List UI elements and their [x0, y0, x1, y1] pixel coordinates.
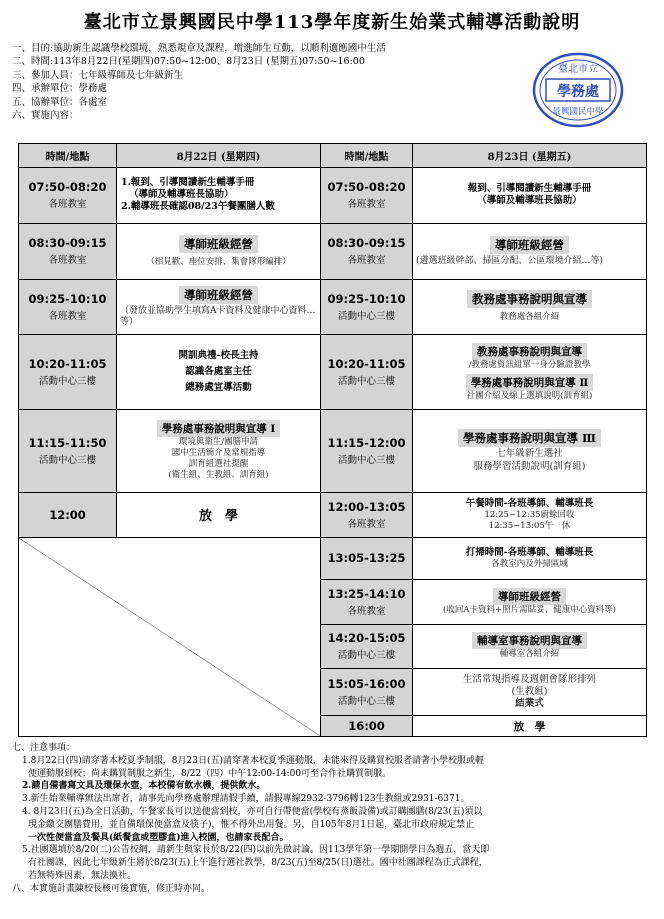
d2-r3-detail: 教務處各組介紹 [499, 312, 560, 323]
d2-r8-place: 各班教室 [347, 605, 386, 617]
note-1b: 便運動服到校；尚未購買制服之新生，8/22（四）中午12:00-14:00可至合作社購買制服。 [28, 768, 392, 779]
d1-r2-title: 導師班級經營 [179, 235, 258, 253]
d1-r5-title: 學務處事務說明與宣導 Ⅰ [157, 420, 281, 437]
d2-r5-activity [413, 409, 647, 492]
d1-r6-time: 12:00 [49, 507, 86, 522]
header-day-1: 8月22日 (星期四) [117, 144, 321, 168]
notes-section [12, 742, 652, 896]
d2-r6-line-b: 12:25~12:35廚餘回收 [484, 509, 575, 520]
d1-r4-place: 活動中心三樓 [38, 376, 96, 388]
d1-r2-detail: （相見歡、座位安排、集會隊形編排） [146, 256, 291, 267]
d1-r5-line-d: 訓育組選社提醒 [188, 459, 249, 470]
d1-r1-activity [117, 167, 321, 223]
d2-r3-time-cell [321, 279, 413, 335]
d1-r3-activity [117, 279, 321, 335]
d2-r7-time: 13:05-13:25 [327, 551, 406, 566]
d2-r4-title-b: 學務處事務說明與宣導 Ⅱ [466, 374, 594, 391]
d2-r1-time-cell [321, 167, 413, 223]
d2-r7-activity [413, 538, 647, 579]
note-4b: 現金繳交團膳費用，並自備環保便當盒及筷子)，惟不得外出用餐。另，自105年8月1日起，臺北市政府規定禁止 [28, 819, 475, 830]
note-5c: 若無特殊因素，無法換社。 [28, 870, 137, 881]
d2-r1-line-b: （導師及輔導班長協助） [477, 195, 582, 207]
d2-r8-time-cell [321, 579, 413, 625]
d1-r5-time: 11:15-11:50 [28, 435, 107, 450]
diagonal-line [19, 538, 320, 736]
d2-r2-time: 08:30-09:15 [327, 236, 406, 251]
d1-r4-time-cell [19, 335, 117, 410]
d2-r2-place: 各班教室 [347, 255, 386, 267]
info-purpose: 一、目的:協助新生認識學校環境，熟悉規章及課程，增進師生互動，以順利適應國中生活 [12, 43, 386, 54]
d1-r5-line-e: (衛生組、生教組、訓育組) [168, 470, 269, 481]
d2-r8-activity [413, 579, 647, 625]
d1-r5-activity [117, 409, 321, 492]
d1-r5-line-c: 國中生活簡介及常規指導 [171, 448, 266, 459]
seal-top-text: 臺北市立 [558, 64, 598, 75]
d2-r4-detail-b: 社團介紹及線上選填說明(訓育組) [466, 390, 593, 401]
header-time-1: 時間/地點 [19, 144, 117, 168]
d2-r11-time: 16:00 [348, 719, 385, 734]
d1-r3-place: 各班教室 [48, 310, 87, 322]
d2-r5-time: 11:15-12:00 [327, 435, 406, 450]
d2-r1-time: 07:50-08:20 [327, 180, 406, 195]
note-5a: 5.社團選填於8/20(二)公告校網，請新生與家長於8/22(四)以前先做討論。因113學年第一學期開學日為週五，當天即 [22, 845, 490, 856]
d1-r1-line-b: （導師及輔導班長協助） [129, 189, 234, 201]
header-time-2: 時間/地點 [321, 144, 413, 168]
d1-r1-line-a: 1.報到、引導閱讀新生輔導手冊 [121, 177, 255, 189]
d1-r3-time-cell [19, 279, 117, 335]
d2-r3-activity [413, 279, 647, 335]
plan-info [12, 42, 532, 122]
d2-r7-line-a: 打掃時間-各班導師、輔導班長 [465, 546, 594, 558]
d2-r4-place: 活動中心三樓 [337, 376, 395, 388]
d1-r2-place: 各班教室 [48, 255, 87, 267]
seal-middle-text: 學務處 [557, 84, 599, 100]
info-co-organizer: 五、協辦單位：各處室 [12, 96, 108, 108]
d1-r1-line-c: 2.輔導班長確認08/23午餐團膳人數 [121, 201, 275, 213]
schedule-table [18, 143, 646, 737]
header-day-2: 8月23日 (星期五) [413, 144, 647, 168]
d2-r10-activity [413, 668, 647, 716]
d2-r2-activity [413, 223, 647, 279]
d2-r4-activity [413, 335, 647, 410]
d2-r10-place: 活動中心三樓 [337, 695, 395, 707]
d1-r5-time-cell [19, 409, 117, 492]
d2-r9-title: 輔導室事務說明與宣導 [472, 632, 587, 649]
d1-r2-activity [117, 223, 321, 279]
d2-r3-title: 教務處事務說明與宣導 [467, 290, 592, 308]
d2-r9-place: 活動中心三樓 [337, 650, 395, 662]
d1-r3-time: 09:25-10:10 [28, 291, 107, 306]
d2-r6-line-c: 12:35~13:05午 休 [488, 520, 571, 531]
d2-r2-detail: (遴選班級幹部、掃區分配、公區環境介紹…等) [416, 255, 604, 266]
d2-r4-title-a: 教務處事務說明與宣導 [472, 343, 587, 360]
d2-r6-time: 12:00-13:05 [327, 499, 406, 514]
d2-r7-line-b: 各教室內及外掃區域 [491, 558, 568, 569]
note-2: 2.請自備書寫文具及環保水壺，本校備有飲水機，提供飲水。 [22, 781, 266, 792]
note-1a: 1.8月22日(四)請穿著本校夏季制服，8月23日(五)請穿著本校夏季運動服，未能來得及購買校服者請著小學校服或輕 [22, 755, 484, 766]
d2-r11-activity: 放 學 [413, 716, 647, 737]
d1-r4-time: 10:20-11:05 [28, 357, 107, 372]
info-participants: 三、參加人員：七年級導師及七年級新生 [12, 69, 184, 81]
office-seal [530, 50, 626, 130]
d2-r5-time-cell [321, 409, 413, 492]
d2-r8-time: 13:25-14:10 [327, 586, 406, 601]
d2-r7-time-cell [321, 538, 413, 579]
note-section-8: 八、本實施計畫陳校長核可後實施，修正時亦同。 [12, 883, 211, 894]
d1-r6-time-cell [19, 492, 117, 538]
d1-r2-time-cell [19, 223, 117, 279]
d2-r2-time-cell [321, 223, 413, 279]
d1-r1-time: 07:50-08:20 [28, 180, 107, 195]
d2-r8-detail: (收回A卡資料+照片需貼妥、健康中心資料等) [443, 604, 616, 615]
d2-r4-time: 10:20-11:05 [327, 357, 406, 372]
d2-r8-title: 導師班級經營 [493, 588, 566, 605]
d2-r1-place: 各班教室 [347, 199, 386, 211]
d2-r10-time-cell [321, 668, 413, 716]
notes-heading: 七、注意事項： [12, 743, 76, 753]
d2-r9-time: 14:20-15:05 [327, 631, 406, 646]
d2-r1-line-a: 報到、引導閱讀新生輔導手冊 [467, 183, 592, 195]
d2-r6-line-a: 午餐時間-各班導師、輔導班長 [465, 497, 594, 509]
d2-r4-time-cell [321, 335, 413, 410]
d2-r4-detail-a: /教務處資訊組單一身分驗證教學 [468, 359, 591, 370]
d2-r5-line-c: 服務學習活動說明(訓育組) [473, 460, 586, 472]
note-5b: 有社團課，因此七年級新生將於8/23(五)上午進行選社教學，8/23(五)至8/25(日)選社。國中社團課程為正式課程， [28, 858, 488, 869]
d2-r9-activity [413, 625, 647, 668]
empty-diagonal-cell [19, 538, 321, 737]
d2-r5-title: 學務處事務說明與宣導 Ⅲ [458, 429, 601, 447]
d1-r4-line-c: 總務處宣導活動 [185, 382, 252, 394]
d1-r3-title: 導師班級經營 [179, 286, 258, 304]
d2-r11-time-cell [321, 716, 413, 737]
d2-r6-activity [413, 492, 647, 538]
info-content: 六、實施內容： [12, 110, 79, 122]
d2-r3-time: 09:25-10:10 [327, 291, 406, 306]
d2-r9-detail: 輔導室各組介紹 [499, 649, 560, 660]
d1-r4-line-b: 認識各處室主任 [185, 366, 252, 378]
note-4c: 一次性便當盒及餐具(紙餐盒或塑膠盒)進入校園，也請家長配合。 [28, 832, 289, 843]
d2-r6-place: 各班教室 [347, 518, 386, 530]
page-title: 臺北市立景興國民中學113學年度新生始業式輔導活動說明 [83, 12, 581, 33]
d2-r5-place: 活動中心三樓 [337, 454, 395, 466]
info-time: 二、時間:113年8月22日(星期四)07:50~12:00、8月23日 (星期五)07:50~16:00 [12, 56, 365, 68]
d1-r1-place: 各班教室 [48, 199, 87, 211]
d2-r10-line-c: 結業式 [515, 697, 544, 709]
d2-r5-line-b: 七年級新生選社 [496, 447, 563, 459]
d1-r5-place: 活動中心三樓 [38, 454, 96, 466]
d1-r3-detail: （發放並協助學生填寫A卡資料及健康中心資料…等） [120, 305, 316, 327]
d1-r4-activity [117, 335, 321, 410]
d2-r10-line-b: (生教組) [511, 685, 548, 697]
note-4a: 4. 8月23日(五)為全日活動，午餐家長可以送便當到校，亦可自行帶便當(學校有蒸飯設備)或訂購團膳(8/23(五)須以 [22, 806, 483, 817]
d2-r10-time: 15:05-16:00 [327, 676, 406, 691]
d2-r10-line-a: 生活常規指導及週朝會隊形排列 [462, 673, 596, 685]
d1-r2-time: 08:30-09:15 [28, 236, 107, 251]
d1-r1-time-cell [19, 167, 117, 223]
d2-r9-time-cell [321, 625, 413, 668]
d1-r6-activity: 放 學 [117, 492, 321, 538]
d2-r3-place: 活動中心三樓 [337, 310, 395, 322]
d2-r6-time-cell [321, 492, 413, 538]
info-organizer: 四、承辦單位：學務處 [12, 83, 108, 95]
d1-r5-line-b: 環境與衛生/團膳申請 [178, 437, 259, 448]
d2-r1-activity [413, 167, 647, 223]
d1-r4-line-a: 開訓典禮-校長主持 [178, 350, 259, 362]
note-3: 3.新生始業輔導無法出席者，請事先向學務處辦理請假手續，請假專線2932-3796轉123生教組或2931-6371。 [22, 794, 470, 805]
seal-bottom-text: 景興國民中學 [552, 107, 604, 117]
d2-r2-title: 導師班級經營 [490, 236, 569, 254]
